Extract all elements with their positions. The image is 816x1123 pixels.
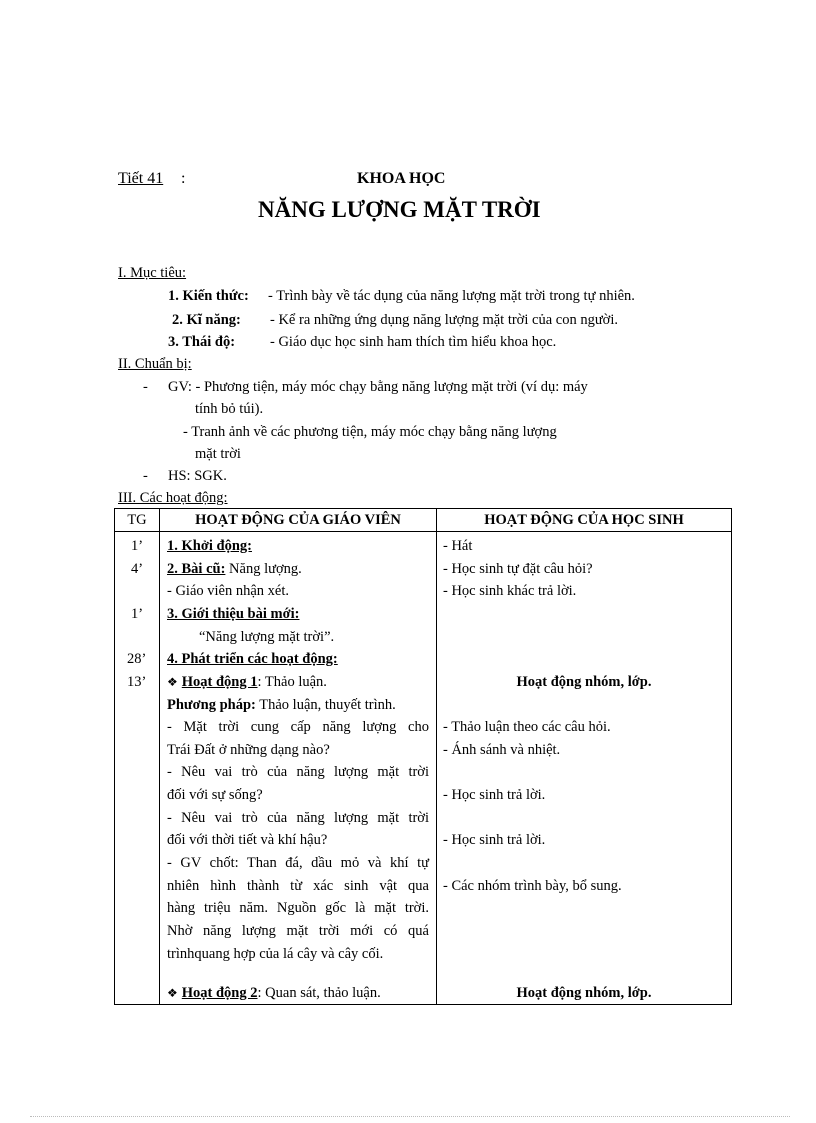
- method-label: Phương pháp:: [167, 697, 256, 713]
- step-review-note: - Giáo viên nhận xét.: [167, 583, 290, 599]
- method-text: Thảo luận, thuyết trình.: [259, 697, 396, 713]
- table-header-row: [115, 509, 732, 532]
- conclusion-line-5: trìnhquang hợp của lá cây và cây cối.: [167, 946, 384, 962]
- student-response-4: - Thảo luận theo các câu hỏi.: [443, 719, 611, 735]
- step-review-text: Năng lượng.: [229, 561, 302, 577]
- conclusion-line-1: - GV chốt: Than đá, dầu mỏ và khí tự: [167, 855, 429, 871]
- step-warmup: 1. Khởi động:: [167, 538, 252, 554]
- method-line: [167, 697, 396, 714]
- student-response-1: - Hát: [443, 538, 473, 554]
- group-activity-2: Hoạt động nhóm, lớp.: [516, 985, 652, 1001]
- diamond-bullet-icon: ❖: [167, 986, 178, 1000]
- activity-2-heading: [167, 985, 381, 1002]
- student-response-2: - Học sinh tự đặt câu hỏi?: [443, 561, 593, 577]
- time-3: 1’: [131, 606, 144, 622]
- teacher-cell: [160, 532, 437, 1005]
- objective-knowledge-text: - Trình bày về tác dụng của năng lượng mặt trời trong tự nhiên.: [268, 288, 635, 304]
- question-3a: - Nêu vai trò của năng lượng mặt trời: [167, 810, 429, 826]
- conclusion-line-2: nhiên hình thành từ xác sinh vật qua: [167, 878, 429, 894]
- activities-heading: III. Các hoạt động:: [118, 490, 228, 506]
- time-2: 4’: [131, 561, 144, 577]
- preparation-heading: II. Chuẩn bị:: [118, 356, 192, 372]
- question-2b: đối với sự sống?: [167, 787, 263, 803]
- column-header-time: TG: [115, 509, 160, 532]
- gv-line-4: mặt trời: [195, 446, 241, 462]
- student-response-7: - Học sinh trả lời.: [443, 832, 546, 848]
- diamond-bullet-icon: ❖: [167, 675, 178, 689]
- step-review: [167, 561, 302, 578]
- question-2a: - Nêu vai trò của năng lượng mặt trời: [167, 764, 429, 780]
- step-introduction: 3. Giới thiệu bài mới:: [167, 606, 300, 622]
- step-development: 4. Phát triển các hoạt động:: [167, 651, 338, 667]
- objective-knowledge-label: 1. Kiến thức:: [168, 288, 249, 304]
- question-1b: Trái Đất ở những dạng nào?: [167, 742, 330, 758]
- activity-1-heading: [167, 674, 327, 691]
- conclusion-line-4: Nhờ năng lượng mặt trời mới có quá: [167, 923, 429, 939]
- activity-1-text: : Thảo luận.: [257, 674, 327, 690]
- gv-line-3: - Tranh ảnh về các phương tiện, máy móc chạy bằng năng lượng: [183, 424, 557, 440]
- objective-attitude-text: - Giáo dục học sinh ham thích tìm hiểu khoa học.: [270, 334, 557, 350]
- student-cell: [437, 532, 732, 1005]
- student-response-8: - Các nhóm trình bày, bổ sung.: [443, 878, 622, 894]
- time-cell: [115, 532, 160, 1005]
- student-response-5: - Ánh sánh và nhiệt.: [443, 742, 561, 758]
- activity-2-label: Hoạt động 2: [181, 985, 258, 1001]
- student-response-3: - Học sinh khác trả lời.: [443, 583, 577, 599]
- lesson-number: Tiết 41: [118, 170, 164, 187]
- subject-heading: KHOA HỌC: [357, 170, 446, 187]
- table-row: [115, 532, 732, 1005]
- student-response-6: - Học sinh trả lời.: [443, 787, 546, 803]
- footer-divider: [30, 1116, 790, 1117]
- objective-skill-text: - Kể ra những ứng dụng năng lượng mặt trời của con người.: [270, 312, 618, 328]
- page-title: NĂNG LƯỢNG MẶT TRỜI: [258, 197, 541, 222]
- hs-dash: -: [143, 468, 148, 484]
- conclusion-line-3: hàng triệu năm. Nguồn gốc là mặt trời.: [167, 900, 429, 916]
- time-1: 1’: [131, 538, 144, 554]
- column-header-teacher: HOẠT ĐỘNG CỦA GIÁO VIÊN: [160, 509, 437, 532]
- objective-skill-label: 2. Kĩ năng:: [172, 312, 241, 328]
- activities-table: [114, 508, 732, 1005]
- activity-2-text: : Quan sát, thảo luận.: [257, 985, 381, 1001]
- gv-dash: -: [143, 379, 148, 395]
- question-1a: - Mặt trời cung cấp năng lượng cho: [167, 719, 429, 735]
- time-4: 28’: [127, 651, 147, 667]
- lesson-colon: :: [181, 170, 186, 187]
- question-3b: đối với thời tiết và khí hậu?: [167, 832, 328, 848]
- hs-line: HS: SGK.: [168, 468, 227, 484]
- activity-1-label: Hoạt động 1: [181, 674, 258, 690]
- gv-line-2: tính bỏ túi).: [195, 401, 264, 417]
- group-activity-1: Hoạt động nhóm, lớp.: [516, 674, 652, 690]
- objective-attitude-label: 3. Thái độ:: [168, 334, 236, 350]
- objectives-heading: I. Mục tiêu:: [118, 265, 187, 281]
- time-5: 13’: [127, 674, 147, 690]
- step-introduction-text: “Năng lượng mặt trời”.: [199, 629, 335, 645]
- column-header-student: HOẠT ĐỘNG CỦA HỌC SINH: [437, 509, 732, 532]
- step-review-label: 2. Bài cũ:: [167, 561, 226, 577]
- gv-line-1: GV: - Phương tiện, máy móc chạy bằng năng lượng mặt trời (ví dụ: máy: [168, 379, 588, 395]
